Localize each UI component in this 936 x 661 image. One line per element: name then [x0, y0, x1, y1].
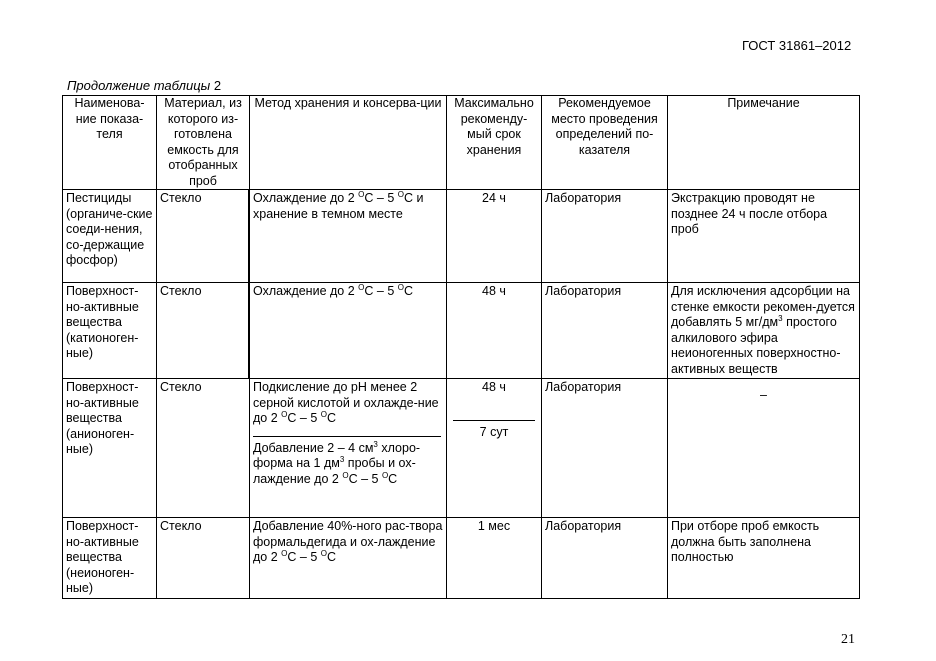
term-option-2: 7 сут — [479, 424, 509, 439]
indicator-cell: Поверхност-но-активные вещества (анионоген-ные) — [63, 379, 157, 518]
note-cell: При отборе проб емкость должна быть заполнена полностью — [668, 518, 860, 599]
column-header-term: Максимально рекоменду-мый срок хранения — [447, 96, 542, 190]
method-option-2: Добавление 2 – 4 $см^3$ хлоро-форма на 1 $дм^3$ пробы и ох-лаждение до 2 $^O$С – 5 $^O$С — [253, 439, 421, 486]
method-cell — [250, 379, 447, 518]
method-cell: Добавление 40%-ного рас-твора формальдегида и ох-лаждение до 2 $^O$С – 5 $^O$С — [250, 518, 447, 599]
indicator-cell: Пестициды (органиче-ские соеди-нения, со-держащие фосфор) — [63, 190, 157, 283]
table-row — [63, 190, 860, 283]
method-cell: Охлаждение до 2 $^O$С – 5 $^O$С — [250, 283, 447, 379]
method-cell: Охлаждение до 2 $^O$С – 5 $^O$С и хранение в темном месте — [250, 190, 447, 283]
page-number: 21 — [841, 632, 855, 647]
note-cell: Экстракцию проводят не позднее 24 ч после отбора проб — [668, 190, 860, 283]
caption-number: 2 — [213, 78, 222, 93]
material-cell: Стекло — [157, 283, 250, 379]
column-header-method: Метод хранения и консерва-ции — [250, 96, 447, 190]
caption-prefix: Продолжение таблицы — [67, 78, 211, 93]
column-header-material: Материал, из которого из-готовлена емкость для отобранных проб — [157, 96, 250, 190]
table-header-row — [63, 96, 860, 190]
column-header-place: Рекомендуемое место проведения определений по-казателя — [542, 96, 668, 190]
table-row — [63, 518, 860, 599]
table-row — [63, 283, 860, 379]
material-cell: Стекло — [157, 190, 250, 283]
method-option-1: Подкисление до pH менее 2 серной кислотой и охлажде-ние до 2 $^O$С – 5 $^O$С — [253, 380, 439, 425]
method-divider — [253, 436, 441, 437]
column-header-note: Примечание — [668, 96, 860, 190]
table-caption — [67, 78, 221, 93]
table-row — [63, 379, 860, 518]
indicator-cell: Поверхност-но-активные вещества (катионоген-ные) — [63, 283, 157, 379]
term-cell: 24 ч — [447, 190, 542, 283]
note-cell: Для исключения адсорбции на стенке емкости рекомен-дуется добавлять 5 $мг/дм^3$ простого алкилового эфира неионогенных поверхностно-активных веществ — [668, 283, 860, 379]
place-cell: Лаборатория — [542, 379, 668, 518]
storage-methods-table — [62, 95, 860, 599]
column-header-indicator: Наименова-ние показа-теля — [63, 96, 157, 190]
term-cell — [447, 379, 542, 518]
indicator-cell: Поверхност-но-активные вещества (неионоген-ные) — [63, 518, 157, 599]
place-cell: Лаборатория — [542, 283, 668, 379]
term-divider — [453, 420, 535, 421]
material-cell: Стекло — [157, 379, 250, 518]
standard-designation: ГОСТ 31861–2012 — [742, 38, 852, 53]
term-option-1: 48 ч — [482, 380, 506, 394]
place-cell: Лаборатория — [542, 190, 668, 283]
term-cell: 48 ч — [447, 283, 542, 379]
place-cell: Лаборатория — [542, 518, 668, 599]
term-cell: 1 мес — [447, 518, 542, 599]
note-cell: – — [668, 379, 860, 518]
material-cell: Стекло — [157, 518, 250, 599]
